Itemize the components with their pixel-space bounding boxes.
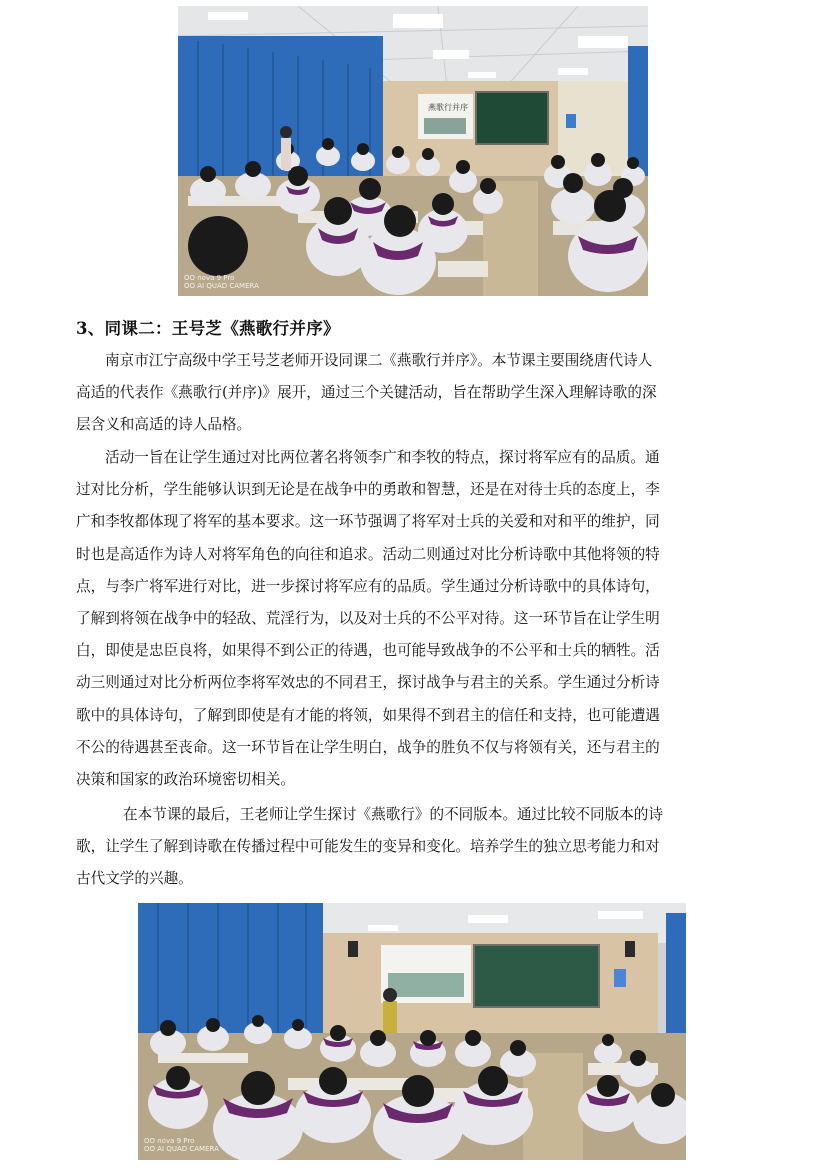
paragraph-line: 南京市江宁高级中学王号芝老师开设同课二《燕歌行并序》。本节课主要围绕唐代诗人: [105, 352, 653, 369]
paragraph-conclusion: [76, 799, 744, 896]
camera-watermark: [144, 1137, 219, 1153]
paragraph-line: 不公的待遇甚至丧命。这一环节旨在让学生明白，战争的胜负不仅与将领有关，还与君主的: [76, 738, 660, 756]
classroom-scene-bottom: [138, 903, 686, 1160]
camera-watermark: [184, 274, 259, 290]
section-number: 3、: [76, 319, 105, 338]
paragraph-activities: [76, 442, 744, 796]
paragraph-line: 在本节课的最后，王老师让学生探讨《燕歌行》的不同版本。通过比较不同版本的诗: [123, 806, 663, 823]
paragraph-line: 决策和国家的政治环境密切相关。: [76, 770, 295, 788]
slide-title: 燕歌行并序: [428, 103, 468, 112]
paragraph-line: 歌中的具体诗句，了解到即使是有才能的将领，如果得不到君主的信任和支持，也可能遭遇: [76, 706, 660, 724]
camera-watermark-model: OO nova 9 Pro: [184, 274, 235, 282]
paragraph-line: 古代文学的兴趣。: [76, 870, 193, 888]
camera-watermark-model: OO nova 9 Pro: [144, 1137, 195, 1145]
paragraph-line: 点，与李广将军进行对比，进一步探讨将军应有的品质。学生通过分析诗歌中的具体诗句，: [76, 577, 660, 595]
paragraph-line: 白，即使是忠臣良将，如果得不到公正的待遇，也可能导致战争的不公平和士兵的牺牲。活: [76, 642, 660, 660]
paragraph-line: 高适的代表作《燕歌行(并序)》展开，通过三个关键活动，旨在帮助学生深入理解诗歌的深: [76, 384, 657, 402]
classroom-scene-top: [178, 6, 648, 296]
classroom-photo-top: [178, 6, 648, 296]
section-title: 同课二：王号芝《燕歌行并序》: [104, 319, 340, 338]
paragraph-line: 歌，让学生了解到诗歌在传播过程中可能发生的变异和变化。培养学生的独立思考能力和对: [76, 838, 660, 856]
camera-watermark-lens: OO AI QUAD CAMERA: [144, 1145, 219, 1153]
paragraph-intro: [76, 345, 744, 442]
paragraph-line: 了解到将领在战争中的轻敌、荒淫行为，以及对士兵的不公平对待。这一环节旨在让学生明: [76, 609, 660, 627]
paragraph-line: 时也是高适作为诗人对将军角色的向往和追求。活动二则通过对比分析诗歌中其他将领的特: [76, 545, 660, 563]
camera-watermark-lens: OO AI QUAD CAMERA: [184, 282, 259, 290]
section-heading: [76, 315, 340, 339]
paragraph-line: 动三则通过对比分析两位李将军效忠的不同君王，探讨战争与君主的关系。学生通过分析诗: [76, 674, 660, 692]
classroom-photo-bottom: [138, 903, 686, 1160]
paragraph-line: 过对比分析，学生能够认识到无论是在战争中的勇敢和智慧，还是在对待士兵的态度上，李: [76, 481, 660, 499]
paragraph-line: 广和李牧都体现了将军的基本要求。这一环节强调了将军对士兵的关爱和对和平的维护，同: [76, 513, 660, 531]
paragraph-line: 层含义和高适的诗人品格。: [76, 416, 252, 434]
paragraph-line: 活动一旨在让学生通过对比两位著名将领李广和李牧的特点，探讨将军应有的品质。通: [105, 449, 660, 466]
